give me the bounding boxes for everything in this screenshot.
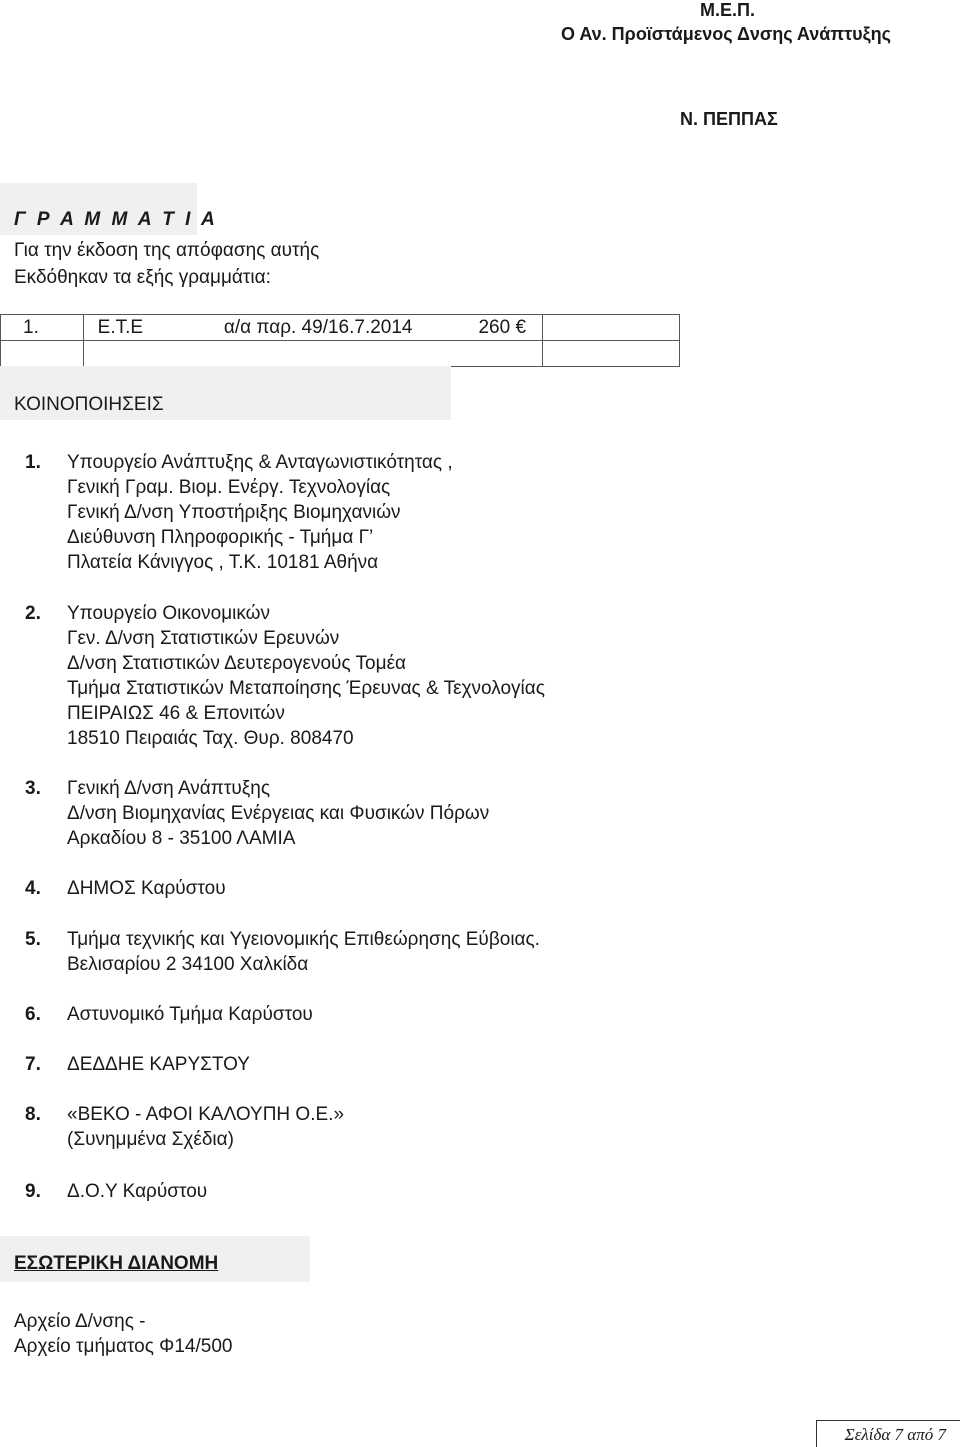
recipient-number: 5. xyxy=(25,929,41,950)
row-issuer: Ε.Τ.Ε xyxy=(83,315,224,341)
row-num: 1. xyxy=(1,315,84,341)
amount-value: 260 xyxy=(478,316,511,338)
esoteriki-line-2: Αρχείο τμήματος Φ14/500 xyxy=(14,1336,233,1357)
row-empty xyxy=(542,315,679,341)
signatory-name: Ν. ΠΕΠΠΑΣ xyxy=(680,109,778,129)
recipient-number: 3. xyxy=(25,778,41,799)
grammatia-intro-2: Εκδόθηκαν τα εξής γραμμάτια: xyxy=(14,267,271,288)
empty-cell xyxy=(1,341,84,367)
recipient-line: Πλατεία Κάνιγγος , Τ.Κ. 10181 Αθήνα xyxy=(67,552,379,573)
recipient-line: Αρκαδίου 8 - 35100 ΛΑΜΙΑ xyxy=(67,828,296,849)
esoteriki-title: ΕΣΩΤΕΡΙΚΗ ΔΙΑΝΟΜΗ xyxy=(14,1253,219,1274)
recipient-line: ΔΕΔΔΗΕ ΚΑΡΥΣΤΟΥ xyxy=(67,1054,250,1075)
recipient-line: Γενική Δ/νση Υποστήριξης Βιομηχανιών xyxy=(67,502,401,523)
recipient-number: 6. xyxy=(25,1004,41,1025)
recipient-line: «ΒΕΚΟ - ΑΦΟΙ ΚΑΛΟΥΠΗ Ο.Ε.» xyxy=(67,1104,345,1125)
table-row xyxy=(1,341,680,367)
recipient-number: 9. xyxy=(25,1181,41,1202)
recipient-item xyxy=(67,1179,207,1204)
recipient-number: 4. xyxy=(25,878,41,899)
recipient-line: (Συνημμένα Σχέδια) xyxy=(67,1129,234,1150)
recipient-line: Υπουργείο Ανάπτυξης & Ανταγωνιστικότητας , xyxy=(67,452,453,473)
page-number: Σελίδα 7 από 7 xyxy=(844,1425,946,1444)
recipient-number: 2. xyxy=(25,603,41,624)
recipient-line: Γενική Γραμ. Βιομ. Ενέργ. Τεχνολογίας xyxy=(67,477,391,498)
recipient-item xyxy=(67,876,226,901)
table-row xyxy=(1,315,680,341)
issuer-code: Μ.Ε.Π. xyxy=(700,0,756,20)
recipient-number: 1. xyxy=(25,452,41,473)
recipient-line: Γενική Δ/νση Ανάπτυξης xyxy=(67,778,270,799)
recipient-item xyxy=(67,601,545,751)
recipient-line: Δ.Ο.Υ Καρύστου xyxy=(67,1181,208,1202)
recipient-line: Διεύθυνση Πληροφορικής - Τμήμα Γ’ xyxy=(67,527,374,548)
recipient-line: Αστυνομικό Τμήμα Καρύστου xyxy=(67,1004,313,1025)
recipient-line: Δ/νση Στατιστικών Δευτερογενούς Τομέα xyxy=(67,653,407,674)
recipient-line: Γεν. Δ/νση Στατιστικών Ερευνών xyxy=(67,628,340,649)
grammatia-title: Γ Ρ Α Μ Μ Α Τ Ι Α xyxy=(14,209,218,230)
recipient-line: Δ/νση Βιομηχανίας Ενέργειας και Φυσικών Πόρων xyxy=(67,803,490,824)
recipient-item xyxy=(67,1102,344,1152)
row-ref: α/α παρ. 49/16.7.2014 xyxy=(224,315,465,341)
recipient-item xyxy=(67,1002,313,1027)
grammatia-table xyxy=(0,314,680,367)
recipient-line: Υπουργείο Οικονομικών xyxy=(67,603,270,624)
recipient-line: Βελισαρίου 2 34100 Χαλκίδα xyxy=(67,954,309,975)
recipient-number: 8. xyxy=(25,1104,41,1125)
issuer-title: Ο Αν. Προϊστάμενος Δνσης Ανάπτυξης xyxy=(561,24,891,44)
recipient-number: 7. xyxy=(25,1054,41,1075)
recipient-line: 18510 Πειραιάς Ταχ. Θυρ. 808470 xyxy=(67,728,354,749)
recipient-line: Τμήμα τεχνικής και Υγειονομικής Επιθεώρησης Εύβοιας. xyxy=(67,929,540,950)
empty-cell xyxy=(542,341,679,367)
recipient-line: ΠΕΙΡΑΙΩΣ 46 & Επονιτών xyxy=(67,703,285,724)
esoteriki-line-1: Αρχείο Δ/νσης - xyxy=(14,1311,146,1332)
empty-cell xyxy=(83,341,542,367)
row-amount xyxy=(464,315,542,341)
recipient-item xyxy=(67,776,489,851)
recipient-item xyxy=(67,927,540,977)
currency-icon: € xyxy=(515,316,527,338)
recipient-line: ΔΗΜΟΣ Καρύστου xyxy=(67,878,226,899)
recipient-item xyxy=(67,450,453,575)
koinopoiiseis-title: ΚΟΙΝΟΠΟΙΗΣΕΙΣ xyxy=(14,394,164,415)
recipient-item xyxy=(67,1052,250,1077)
recipient-line: Τμήμα Στατιστικών Μεταποίησης Έρευνας & Τεχνολογίας xyxy=(67,678,545,699)
grammatia-intro-1: Για την έκδοση της απόφασης αυτής xyxy=(14,240,320,261)
